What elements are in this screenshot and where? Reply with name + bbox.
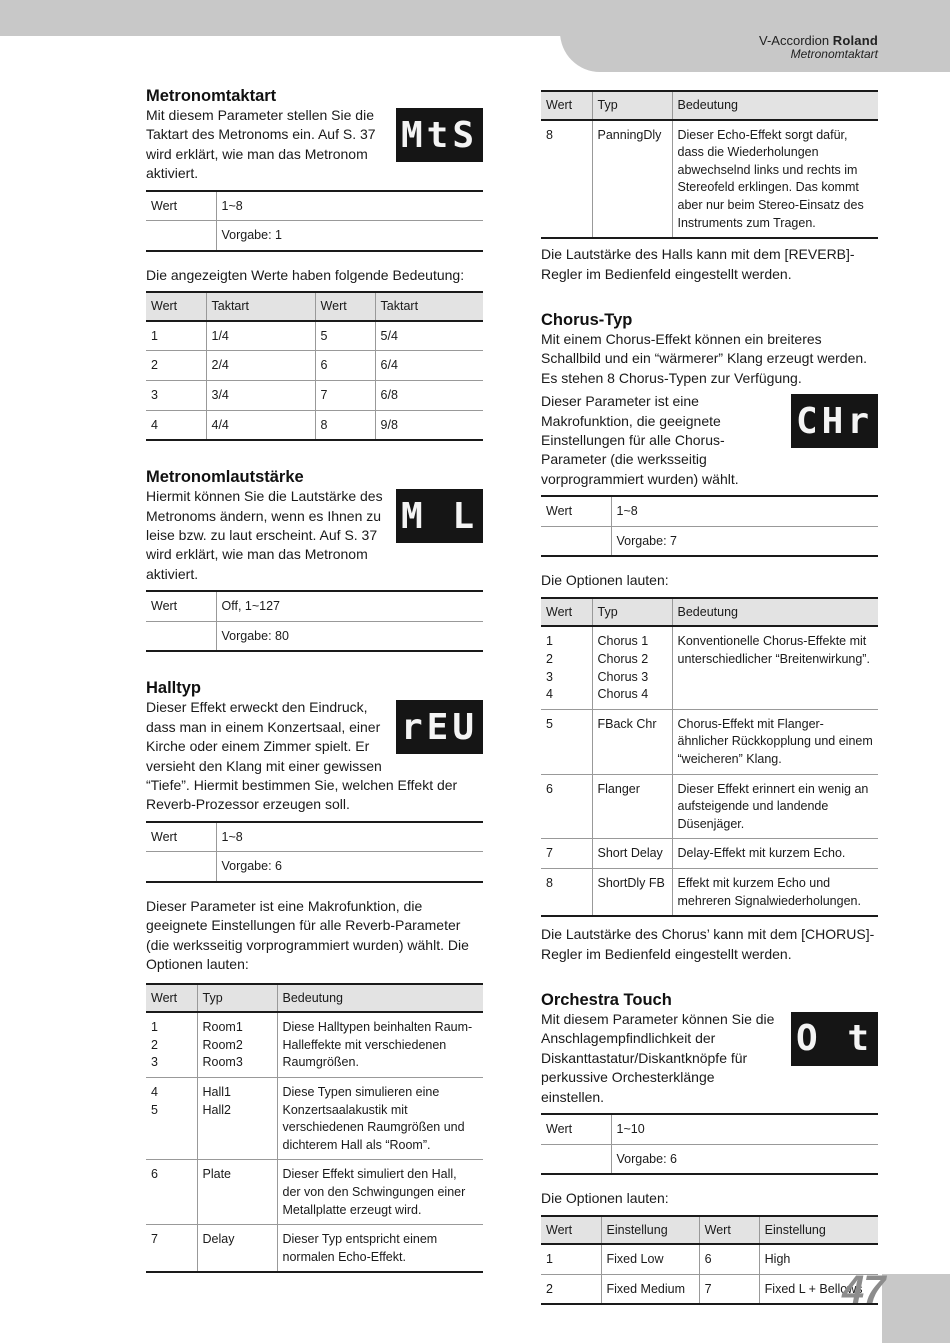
- page-number-tab: [882, 1274, 950, 1343]
- heading-chorus-typ: Chorus-Typ: [541, 310, 633, 329]
- table-range: Off, 1~127: [216, 591, 483, 621]
- taktart-table: [146, 291, 483, 441]
- table-row: [146, 621, 483, 651]
- table-row: [146, 852, 483, 882]
- table-cell: ShortDly FB: [592, 868, 672, 916]
- table-cell: 8: [541, 868, 592, 916]
- table-row: [146, 1012, 483, 1077]
- table-cell: PanningDly: [592, 120, 672, 239]
- table-row: [541, 1244, 878, 1274]
- table-key-empty: [541, 1144, 611, 1174]
- col-header: Typ: [197, 984, 277, 1013]
- chorus-types-table: [541, 597, 878, 917]
- table-default: Vorgabe: 1: [216, 221, 483, 251]
- col-header: Bedeutung: [672, 598, 878, 627]
- lcd-display-ot: O t: [791, 1012, 878, 1066]
- heading-metronomlautstaerke: Metronomlautstärke: [146, 468, 304, 487]
- lcd-display-rev: rEU: [396, 700, 483, 754]
- table-row: [541, 1274, 878, 1304]
- table-cell: Short Delay: [592, 839, 672, 869]
- table-cell: 3: [146, 381, 206, 411]
- table-header-row: [146, 292, 483, 321]
- col-header: Wert: [541, 598, 592, 627]
- table-row: [146, 381, 483, 411]
- col-header: Bedeutung: [672, 91, 878, 120]
- table-cell: 2: [541, 1274, 601, 1304]
- table-cell: 1 2 3 4: [541, 626, 592, 709]
- metronomlautstaerke-text: Hiermit können Sie die Lautstärke des Metronoms ändern, wenn es Ihnen zu leise bzw. zu laut erscheint. Auf S. 37 wird erklärt, wie man das Metronom aktiviert.: [146, 488, 383, 582]
- table-cell: Dieser Effekt simuliert den Hall, der von den Schwingungen einer Metallplatte erzeugt wird.: [277, 1160, 483, 1225]
- col-header: Wert: [146, 984, 197, 1013]
- lcd-display-mts: MtS: [396, 108, 483, 162]
- table-cell: Dieser Effekt erinnert ein wenig an aufsteigende und landende Düsenjäger.: [672, 774, 878, 839]
- table-row: [541, 626, 878, 709]
- table-range: 1~8: [611, 496, 878, 526]
- table-cell: Dieser Echo-Effekt sorgt dafür, dass die Wiederholungen abwechselnd links und rechts im Stereofeld erklingen. Das kommt aber nur beim Stereo-Einsatz des Instruments zum Tragen.: [672, 120, 878, 239]
- table-row: [541, 526, 878, 556]
- table-cell: High: [759, 1244, 878, 1274]
- col-header: Typ: [592, 91, 672, 120]
- table-range: 1~8: [216, 822, 483, 852]
- table-cell: Plate: [197, 1160, 277, 1225]
- table-row: [146, 1078, 483, 1160]
- orchestra-options-intro: Die Optionen lauten:: [541, 1190, 669, 1207]
- table-cell: 2/4: [206, 351, 315, 381]
- table-cell: Fixed L + Bellows: [759, 1274, 878, 1304]
- table-header-row: [541, 91, 878, 120]
- table-key: Wert: [541, 496, 611, 526]
- header-tab: [560, 0, 950, 72]
- halltyp-macro-text: Dieser Parameter ist eine Makrofunktion, die geeignete Einstellungen für alle Reverb-Parameter (die werksseitig vorprogrammiert wurden) wählt. Die Optionen lauten:: [146, 898, 469, 973]
- table-row: [146, 321, 483, 351]
- chorus-volume-note: Die Lautstärke des Chorus’ kann mit dem [CHORUS]-Regler im Bedienfeld eingestellt werden.: [541, 926, 875, 962]
- table-cell: 7: [315, 381, 375, 411]
- table-cell: Diese Typen simulieren eine Konzertsaalakustik mit verschiedenen Raumgrößen und dichterem Hall als “Room”.: [277, 1078, 483, 1160]
- metronomtaktart-value-table: [146, 190, 483, 252]
- table-cell: 6: [699, 1244, 759, 1274]
- col-header: Wert: [315, 292, 375, 321]
- table-cell: Konventionelle Chorus-Effekte mit unterschiedlicher “Breitenwirkung”.: [672, 626, 878, 709]
- table-cell: 8: [315, 410, 375, 440]
- table-key-empty: [541, 526, 611, 556]
- table-cell: 1: [146, 321, 206, 351]
- table-cell: Delay: [197, 1225, 277, 1273]
- table-row: [541, 709, 878, 774]
- col-header: Wert: [146, 292, 206, 321]
- col-header: Wert: [541, 91, 592, 120]
- table-cell: 8: [541, 120, 592, 239]
- table-row: [541, 120, 878, 239]
- table-header-row: [541, 598, 878, 627]
- lcd-display-ml: M L: [396, 489, 483, 543]
- table-cell: 9/8: [375, 410, 483, 440]
- table-key: Wert: [146, 822, 216, 852]
- table-row: [146, 1225, 483, 1273]
- table-cell: 4 5: [146, 1078, 197, 1160]
- table-default: Vorgabe: 7: [611, 526, 878, 556]
- halltyp-text: Dieser Effekt erweckt den Eindruck, dass man in einem Konzertsaal, einer Kirche oder einem Zimmer spielt. Er versieht den Klang mit einer gewissen “Tiefe”. Hiermit bestimmen Sie, welchen Effekt der Reverb-Prozessor erzeugen soll.: [146, 699, 458, 813]
- table-row: [146, 410, 483, 440]
- table-key: Wert: [146, 591, 216, 621]
- table-cell: 3/4: [206, 381, 315, 411]
- orchestra-value-table: [541, 1113, 878, 1175]
- col-header: Taktart: [375, 292, 483, 321]
- table-default: Vorgabe: 6: [216, 852, 483, 882]
- table-header-row: [146, 984, 483, 1013]
- table-cell: Fixed Low: [601, 1244, 699, 1274]
- table-cell: Effekt mit kurzem Echo und mehreren Signalwiederholungen.: [672, 868, 878, 916]
- heading-orchestra-touch: Orchestra Touch: [541, 990, 672, 1009]
- table-cell: 6: [541, 774, 592, 839]
- chorus-text-2: Dieser Parameter ist eine Makrofunktion, die geeignete Einstellungen für alle Chorus-Parameter (die werksseitig vorprogrammiert wurden) wählt.: [541, 393, 739, 487]
- right-column: [541, 90, 878, 1305]
- table-cell: 5: [541, 709, 592, 774]
- table-cell: 5/4: [375, 321, 483, 351]
- halltyp-value-table: [146, 821, 483, 883]
- table-cell: FBack Chr: [592, 709, 672, 774]
- table-cell: 1: [541, 1244, 601, 1274]
- table-cell: Dieser Typ entspricht einem normalen Echo-Effekt.: [277, 1225, 483, 1273]
- table-cell: 6: [146, 1160, 197, 1225]
- table-cell: Fixed Medium: [601, 1274, 699, 1304]
- table-cell: Delay-Effekt mit kurzem Echo.: [672, 839, 878, 869]
- table-cell: 4/4: [206, 410, 315, 440]
- col-header: Typ: [592, 598, 672, 627]
- header-product: [759, 33, 878, 48]
- table-default: Vorgabe: 6: [611, 1144, 878, 1174]
- table-cell: 5: [315, 321, 375, 351]
- col-header: Bedeutung: [277, 984, 483, 1013]
- heading-halltyp: Halltyp: [146, 679, 202, 698]
- lcd-display-chr: CHr: [791, 394, 878, 448]
- chorus-text-1: Mit einem Chorus-Effekt können ein breiteres Schallbild und ein “wärmerer” Klang erzeugt werden. Es stehen 8 Chorus-Typen zur Verfügung.: [541, 330, 868, 386]
- chorus-options-intro: Die Optionen lauten:: [541, 572, 669, 589]
- halltyp-types-table: [146, 983, 483, 1274]
- table-row: [146, 221, 483, 251]
- col-header: Einstellung: [759, 1216, 878, 1245]
- table-default: Vorgabe: 80: [216, 621, 483, 651]
- table-key: Wert: [541, 1114, 611, 1144]
- table-cell: Hall1 Hall2: [197, 1078, 277, 1160]
- table-key-empty: [146, 621, 216, 651]
- table-cell: Chorus 1 Chorus 2 Chorus 3 Chorus 4: [592, 626, 672, 709]
- table-range: 1~8: [216, 191, 483, 221]
- table-row: [541, 496, 878, 526]
- meaning-intro: Die angezeigten Werte haben folgende Bedeutung:: [146, 266, 465, 283]
- col-header: Einstellung: [601, 1216, 699, 1245]
- table-cell: 4: [146, 410, 206, 440]
- table-row: [541, 839, 878, 869]
- header-product-prefix: V-Accordion: [759, 33, 830, 48]
- table-cell: 7: [146, 1225, 197, 1273]
- table-cell: 7: [699, 1274, 759, 1304]
- table-row: [541, 1144, 878, 1174]
- table-key-empty: [146, 852, 216, 882]
- left-column: [146, 86, 483, 1273]
- table-row: [146, 1160, 483, 1225]
- metronomtaktart-text: Mit diesem Parameter stellen Sie die Taktart des Metronoms ein. Auf S. 37 wird erklärt, wie man das Metronom aktiviert.: [146, 107, 376, 182]
- table-cell: 1/4: [206, 321, 315, 351]
- col-header: Wert: [699, 1216, 759, 1245]
- col-header: Taktart: [206, 292, 315, 321]
- orchestra-text: Mit diesem Parameter können Sie die Anschlagempfindlichkeit der Diskanttastatur/Diskantknöpfe für perkussive Orchesterklänge einstellen.: [541, 1010, 775, 1105]
- table-cell: 2: [146, 351, 206, 381]
- heading-metronomtaktart: Metronomtaktart: [146, 87, 277, 105]
- table-row: [146, 822, 483, 852]
- table-row: [541, 774, 878, 839]
- table-cell: 6/8: [375, 381, 483, 411]
- table-cell: Diese Halltypen beinhalten Raum-Halleffekte mit verschiedenen Raumgrößen.: [277, 1012, 483, 1077]
- table-cell: Chorus-Effekt mit Flanger-ähnlicher Rückkopplung und einem “weicheren” Klang.: [672, 709, 878, 774]
- table-row: [146, 191, 483, 221]
- col-header: Wert: [541, 1216, 601, 1245]
- table-key-empty: [146, 221, 216, 251]
- reverb-volume-note: Die Lautstärke des Halls kann mit dem [REVERB]-Regler im Bedienfeld eingestellt werden.: [541, 246, 855, 282]
- table-row: [541, 1114, 878, 1144]
- table-row: [541, 868, 878, 916]
- page-number: 47: [842, 1268, 885, 1312]
- reverb-types-continued-table: [541, 90, 878, 239]
- table-row: [146, 351, 483, 381]
- table-cell: 7: [541, 839, 592, 869]
- table-header-row: [541, 1216, 878, 1245]
- header-section-title: Metronomtaktart: [790, 47, 878, 61]
- table-row: [146, 591, 483, 621]
- header-brand: Roland: [832, 33, 878, 48]
- metronomlautstaerke-value-table: [146, 590, 483, 652]
- table-cell: 6: [315, 351, 375, 381]
- table-cell: 6/4: [375, 351, 483, 381]
- table-key: Wert: [146, 191, 216, 221]
- chorus-value-table: [541, 495, 878, 557]
- table-cell: Flanger: [592, 774, 672, 839]
- orchestra-settings-table: [541, 1215, 878, 1306]
- table-cell: 1 2 3: [146, 1012, 197, 1077]
- table-range: 1~10: [611, 1114, 878, 1144]
- table-cell: Room1 Room2 Room3: [197, 1012, 277, 1077]
